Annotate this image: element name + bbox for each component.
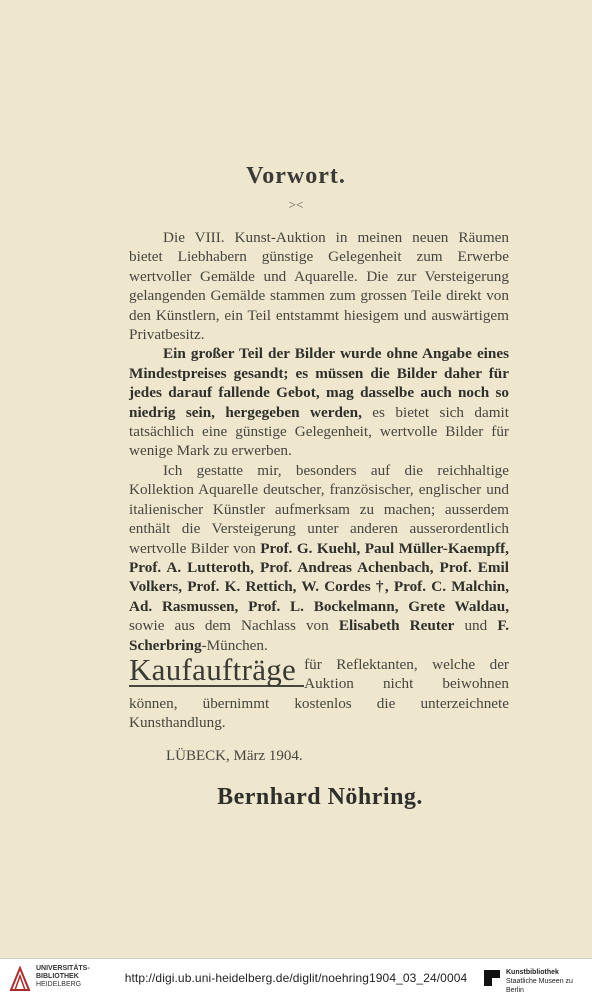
footer-bar xyxy=(0,958,592,999)
signature: Bernhard Nöhring. xyxy=(217,784,423,810)
ornament: >< xyxy=(288,197,304,212)
artist-last-name: F. Scherbring xyxy=(129,617,509,654)
paragraph-conditions xyxy=(129,344,509,460)
paragraph-artists xyxy=(129,461,509,655)
artists-and: und xyxy=(454,617,498,635)
page-title: Vorwort. xyxy=(246,163,346,189)
uni-label-line: HEIDELBERG xyxy=(36,981,82,988)
uni-label-line: UNIVERSITÄTS- xyxy=(36,965,90,972)
artists-intro: Ich gestatte mir, besonders auf die reichhaltige Kollektion Aquarelle deutscher, französischer, englischer und italienischer Künstler aufmerksam zu machen; ausserdem enthält die Versteigerung unter anderen ausserordentlich wertvolle Bilder von xyxy=(129,461,509,557)
uni-label-line: BIBLIOTHEK xyxy=(36,973,79,980)
document-url-link[interactable]: http://digi.ub.uni-heidelberg.de/diglit/noehring1904_03_24/0004 xyxy=(124,971,468,985)
paragraph-orders xyxy=(129,651,509,733)
orders-text: für Reflektanten, welche der Auktion nicht beiwohnen können, übernimmt kostenlos die unterzeichnete Kunsthandlung. xyxy=(129,655,509,732)
kunstbibliothek-label xyxy=(506,968,592,995)
kunstbibliothek-logo-icon xyxy=(482,968,502,988)
kb-label-line: Staatliche Museen zu Berlin xyxy=(506,978,573,994)
artists-mid: sowie aus dem Nachlass von xyxy=(129,617,339,635)
orders-heading: Kaufaufträge xyxy=(129,655,304,687)
paragraph-intro: Die VIII. Kunst-Auktion in meinen neuen Räumen bietet Liebhabern günstige Gelegenheit zum Erwerbe wertvoller Gemälde und Aquarelle. Die zur Versteigerung gelangenden Gemälde stammen zum grossen Teile direkt von den Künstlern, ein Teil entstammt hiesigem und auswärtigem Privatbesitz. xyxy=(129,229,509,344)
artist-estate-name: Elisabeth Reuter xyxy=(338,617,455,635)
paragraph-conditions-rest: es bietet sich damit tatsächlich eine günstige Gelegenheit, wertvolle Bilder für wenige Mark zu erwerben. xyxy=(129,403,509,460)
artist-names: Prof. G. Kuehl, Paul Müller-Kaempff, Prof. A. Lutteroth, Prof. Andreas Achenbach, Prof. Emil Volkers, Prof. K. Rettich, W. Cordes †, Prof. C. Malchin, Ad. Rasmussen, Prof. L. Bockelmann, Grete Waldau, xyxy=(129,539,509,615)
place-date: LÜBECK, März 1904. xyxy=(166,748,303,764)
kb-label-line: Kunstbibliothek xyxy=(506,969,559,976)
body-text xyxy=(129,228,509,733)
artists-end: -München. xyxy=(201,636,268,654)
bold-statement: Ein großer Teil der Bilder wurde ohne Angabe eines Mindestpreises gesandt; es müssen die Bilder daher für jedes darauf fallende Gebot, mag dasselbe auch noch so niedrig sein, hergegeben werden, xyxy=(129,345,509,421)
